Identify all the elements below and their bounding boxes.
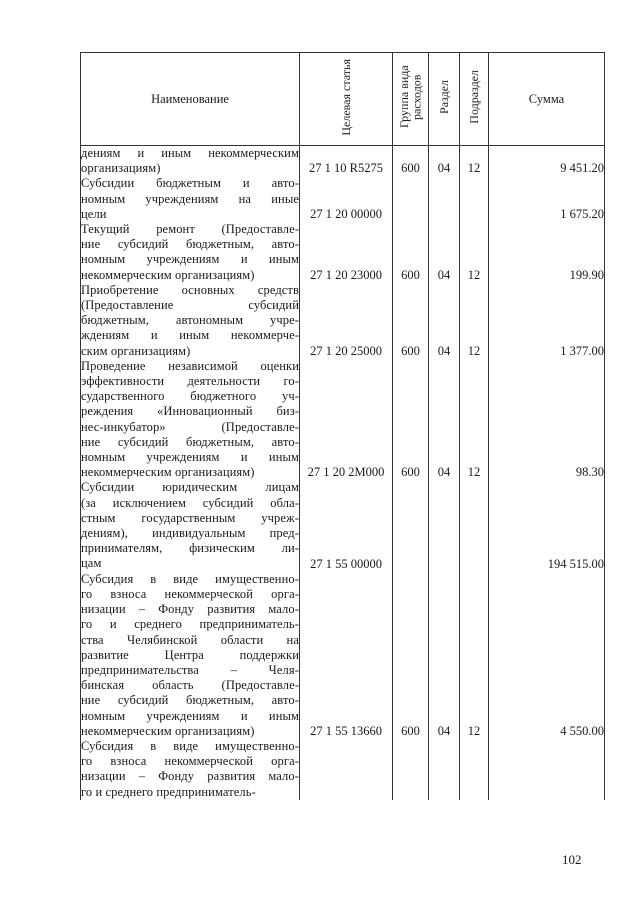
row-target-article: 27 1 55 13660 xyxy=(300,572,393,739)
table-row xyxy=(81,146,605,177)
name-line: ние субсидий бюджетным, авто- xyxy=(81,434,299,449)
row-section: 04 xyxy=(429,283,460,359)
name-line: дениям), индивидуальным пред- xyxy=(81,526,299,541)
row-expense-group: 600 xyxy=(393,283,429,359)
name-line: низации – Фонду развития мало- xyxy=(81,769,299,784)
table-row xyxy=(81,222,605,283)
name-line: развитие Центра поддержки xyxy=(81,647,299,662)
header-expense-group-text: Группа вида расходов xyxy=(396,65,424,129)
row-expense-group: 600 xyxy=(393,359,429,481)
row-name xyxy=(81,283,300,359)
row-expense-group: 600 xyxy=(393,572,429,739)
header-target-article xyxy=(300,53,393,146)
name-line: го взноса некоммерческой орга- xyxy=(81,586,299,601)
name-line: номным учреждениям и иным xyxy=(81,450,299,465)
name-line: реждения «Инновационный биз- xyxy=(81,404,299,419)
name-line: Проведение независимой оценки xyxy=(81,358,299,373)
row-expense-group xyxy=(393,739,429,800)
name-line: цели xyxy=(81,206,107,221)
row-target-article: 27 1 20 23000 xyxy=(300,222,393,283)
name-line: Субсидия в виде имущественно- xyxy=(81,738,299,753)
table-row xyxy=(81,359,605,481)
row-name xyxy=(81,480,300,571)
name-line: Субсидии юридическим лицам xyxy=(81,480,299,495)
name-line: эффективности деятельности го- xyxy=(81,374,299,389)
row-section xyxy=(429,176,460,222)
name-line: бюджетным, автономным учре- xyxy=(81,313,299,328)
row-sum: 9 451.20 xyxy=(489,146,605,177)
name-line: Субсидии бюджетным и авто- xyxy=(81,176,299,191)
name-line: (Предоставление субсидий xyxy=(81,298,299,313)
name-line: некоммерческим организациям) xyxy=(81,465,255,480)
row-target-article: 27 1 20 00000 xyxy=(300,176,393,222)
header-subsection xyxy=(460,53,489,146)
row-sum: 98.30 xyxy=(489,359,605,481)
name-line: нес-инкубатор» (Предоставле- xyxy=(81,419,299,434)
row-name xyxy=(81,572,300,739)
name-line: Приобретение основных средств xyxy=(81,282,299,297)
name-line: го и среднего предприниматель- xyxy=(81,617,299,632)
row-sum: 1 377.00 xyxy=(489,283,605,359)
name-line: ние субсидий бюджетным, авто- xyxy=(81,693,299,708)
row-sum: 1 675.20 xyxy=(489,176,605,222)
row-sum: 4 550.00 xyxy=(489,572,605,739)
row-subsection xyxy=(460,176,489,222)
header-expense-group xyxy=(393,53,429,146)
name-line: номным учреждениям на иные xyxy=(81,191,299,206)
table-row xyxy=(81,739,605,800)
name-line: организациям) xyxy=(81,161,161,176)
row-target-article: 27 1 20 25000 xyxy=(300,283,393,359)
name-line: ние субсидий бюджетным, авто- xyxy=(81,237,299,252)
table-row xyxy=(81,283,605,359)
row-expense-group: 600 xyxy=(393,146,429,177)
row-name xyxy=(81,146,300,177)
row-name xyxy=(81,176,300,222)
row-subsection: 12 xyxy=(460,222,489,283)
row-target-article: 27 1 20 2M000 xyxy=(300,359,393,481)
row-section xyxy=(429,739,460,800)
row-expense-group xyxy=(393,480,429,571)
table-row xyxy=(81,572,605,739)
table-row xyxy=(81,480,605,571)
name-line: сударственного бюджетного уч- xyxy=(81,389,299,404)
row-expense-group xyxy=(393,176,429,222)
header-section xyxy=(429,53,460,146)
row-name xyxy=(81,739,300,800)
row-sum: 199.90 xyxy=(489,222,605,283)
name-line: стным государственным учреж- xyxy=(81,510,299,525)
name-line: дениям и иным некоммерческим xyxy=(81,146,299,160)
row-section xyxy=(429,480,460,571)
name-line: цам xyxy=(81,556,102,571)
name-line: предпринимательства – Челя- xyxy=(81,662,299,677)
name-line: ским организациям) xyxy=(81,343,191,358)
row-subsection: 12 xyxy=(460,572,489,739)
header-sum: Сумма xyxy=(489,53,605,146)
name-line: номным учреждениям и иным xyxy=(81,252,299,267)
row-subsection xyxy=(460,480,489,571)
row-section: 04 xyxy=(429,359,460,481)
name-line: некоммерческим организациям) xyxy=(81,723,255,738)
header-subsection-text: Подраздел xyxy=(466,70,481,124)
name-line: ждениям и иным некоммерче- xyxy=(81,328,299,343)
header-section-text: Раздел xyxy=(436,80,451,114)
name-line: принимателям, физическим ли- xyxy=(81,541,299,556)
row-name xyxy=(81,359,300,481)
row-section: 04 xyxy=(429,572,460,739)
name-line: номным учреждениям и иным xyxy=(81,708,299,723)
table-body xyxy=(81,146,605,800)
name-line: бинская область (Предоставле- xyxy=(81,678,299,693)
table-header-row xyxy=(81,53,605,146)
name-line: го взноса некоммерческой орга- xyxy=(81,754,299,769)
name-line: низации – Фонду развития мало- xyxy=(81,602,299,617)
name-line: го и среднего предприниматель- xyxy=(81,784,256,799)
row-subsection: 12 xyxy=(460,359,489,481)
row-target-article: 27 1 10 R5275 xyxy=(300,146,393,177)
row-sum xyxy=(489,739,605,800)
name-line: (за исключением субсидий обла- xyxy=(81,495,299,510)
name-line: Субсидия в виде имущественно- xyxy=(81,571,299,586)
row-subsection xyxy=(460,739,489,800)
row-subsection: 12 xyxy=(460,146,489,177)
row-target-article xyxy=(300,739,393,800)
name-line: некоммерческим организациям) xyxy=(81,267,255,282)
table-row xyxy=(81,176,605,222)
row-section: 04 xyxy=(429,222,460,283)
row-expense-group: 600 xyxy=(393,222,429,283)
row-target-article: 27 1 55 00000 xyxy=(300,480,393,571)
page-number: 102 xyxy=(562,852,582,867)
header-target-article-text: Целевая статья xyxy=(338,58,353,136)
name-line: ства Челябинской области на xyxy=(81,632,299,647)
header-name: Наименование xyxy=(81,53,300,146)
row-subsection: 12 xyxy=(460,283,489,359)
budget-table xyxy=(80,52,605,800)
row-sum: 194 515.00 xyxy=(489,480,605,571)
row-section: 04 xyxy=(429,146,460,177)
name-line: Текущий ремонт (Предоставле- xyxy=(81,222,299,237)
row-name xyxy=(81,222,300,283)
